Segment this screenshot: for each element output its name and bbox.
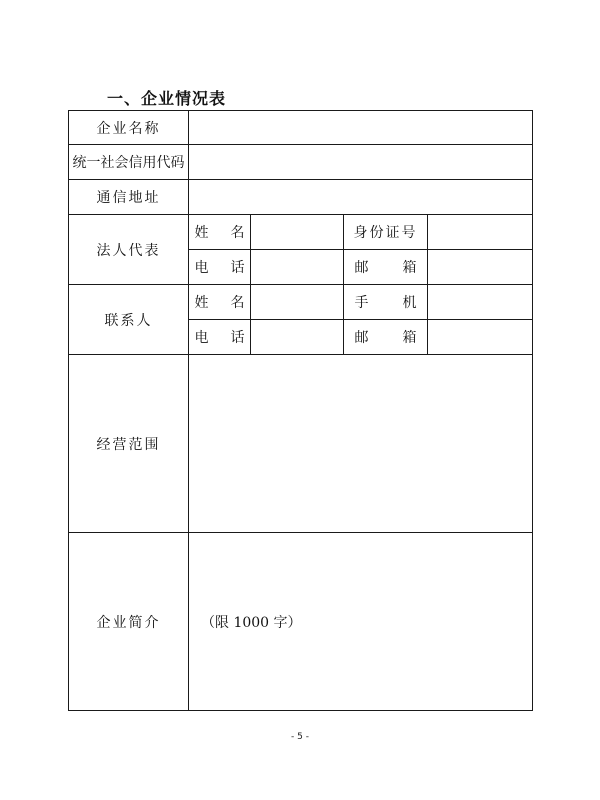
input-legal-rep-id[interactable] [428, 215, 533, 250]
profile-limit-note: （限 1000 字） [201, 614, 302, 631]
row-company-profile [69, 533, 533, 711]
label-legal-rep-id: 身份证号 [344, 215, 428, 250]
row-credit-code [69, 145, 533, 180]
input-contact-email[interactable] [428, 320, 533, 355]
label-credit-code: 统一社会信用代码 [69, 145, 189, 180]
label-legal-rep-name-char1: 姓 [194, 225, 209, 241]
label-business-scope: 经营范围 [69, 355, 189, 533]
label-contact-mobile-char1: 手 [354, 295, 369, 311]
company-info-table [68, 110, 533, 711]
row-business-scope [69, 355, 533, 533]
input-company-name[interactable] [189, 111, 533, 145]
input-legal-rep-phone[interactable] [251, 250, 344, 285]
row-company-name [69, 111, 533, 145]
input-business-scope[interactable] [189, 355, 533, 533]
label-contact-name [189, 285, 251, 320]
label-contact-mobile-char2: 机 [402, 295, 417, 311]
label-contact-name-char1: 姓 [194, 295, 209, 311]
label-contact-phone-char2: 话 [230, 330, 245, 346]
label-contact-email-char2: 箱 [402, 330, 417, 346]
input-credit-code[interactable] [189, 145, 533, 180]
label-address: 通信地址 [69, 180, 189, 215]
label-legal-rep-email-char2: 箱 [402, 260, 417, 276]
label-legal-rep-name-char2: 名 [230, 225, 245, 241]
label-company-profile: 企业简介 [69, 533, 189, 711]
input-contact-name[interactable] [251, 285, 344, 320]
label-legal-rep-email [344, 250, 428, 285]
row-contact-1 [69, 285, 533, 320]
label-legal-rep-phone-char2: 话 [230, 260, 245, 276]
label-legal-rep-email-char1: 邮 [354, 260, 369, 276]
row-legal-rep-1 [69, 215, 533, 250]
label-contact-phone [189, 320, 251, 355]
input-address[interactable] [189, 180, 533, 215]
input-contact-phone[interactable] [251, 320, 344, 355]
row-address [69, 180, 533, 215]
input-company-profile[interactable] [189, 533, 533, 711]
label-legal-rep: 法人代表 [69, 215, 189, 285]
label-legal-rep-phone [189, 250, 251, 285]
label-contact: 联系人 [69, 285, 189, 355]
label-contact-mobile [344, 285, 428, 320]
input-legal-rep-name[interactable] [251, 215, 344, 250]
label-legal-rep-phone-char1: 电 [194, 260, 209, 276]
label-contact-name-char2: 名 [230, 295, 245, 311]
input-contact-mobile[interactable] [428, 285, 533, 320]
label-legal-rep-name [189, 215, 251, 250]
section-title: 一、企业情况表 [107, 89, 227, 108]
label-company-name: 企业名称 [69, 111, 189, 145]
label-contact-email [344, 320, 428, 355]
label-contact-phone-char1: 电 [194, 330, 209, 346]
page-number: - 5 - [291, 732, 309, 742]
input-legal-rep-email[interactable] [428, 250, 533, 285]
label-contact-email-char1: 邮 [354, 330, 369, 346]
